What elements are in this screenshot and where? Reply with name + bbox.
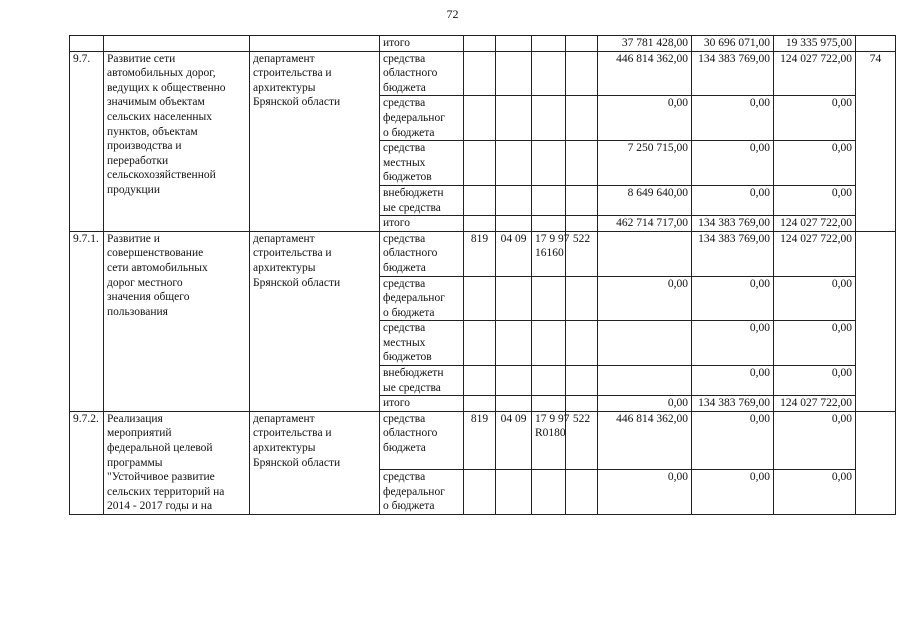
amount-cell: 0,00 [774,185,856,215]
grbs-code-cell [464,96,496,141]
section-name-line: сельскохозяйственной [107,169,216,182]
empty-cell [250,36,380,52]
funding-source-line: о бюджета [383,500,435,513]
funding-source-line: федеральног [383,485,445,498]
funding-source-cell [380,141,464,186]
funding-source-line: средства [383,412,426,425]
section-number-cell: 9.7.2. [70,411,104,514]
executor-line: строительства и [253,427,332,440]
funding-source-line: федеральног [383,292,445,305]
target-article-cell [532,366,566,396]
amount-cell: 124 027 722,00 [774,396,856,412]
funding-source-line: средства [383,142,426,155]
target-article-cell [532,185,566,215]
expense-type-cell: 522 [566,411,598,469]
table-body [70,36,896,515]
expense-type-cell [566,216,598,232]
amount-cell: 0,00 [692,321,774,366]
expense-type-cell [566,366,598,396]
target-article-line: 17 9 97 [535,412,570,425]
section-code-cell [496,185,532,215]
section-number-cell: 9.7.1. [70,231,104,411]
amount-cell: 124 027 722,00 [774,51,856,96]
funding-source-line: бюджета [383,261,426,274]
funding-source-cell: итого [380,36,464,52]
funding-source-line: областного [383,67,438,80]
expense-type-cell [566,96,598,141]
grbs-code-cell [464,216,496,232]
grbs-code-cell: 819 [464,411,496,469]
funding-source-line: бюджетов [383,171,432,184]
section-code-cell [496,321,532,366]
grbs-code-cell: 819 [464,231,496,276]
amount-cell: 0,00 [598,396,692,412]
section-code-cell [496,366,532,396]
executor-line: департамент [253,52,315,65]
grbs-code-cell [464,51,496,96]
section-number-cell: 9.7. [70,51,104,231]
section-name-line: Реализация [107,412,163,425]
amount-cell: 0,00 [598,96,692,141]
funding-source-cell [380,231,464,276]
amount-cell: 134 383 769,00 [692,51,774,96]
indicator-cell [856,411,896,514]
funding-source-line: внебюджетн [383,186,444,199]
amount-cell [598,321,692,366]
funding-source-line: о бюджета [383,126,435,139]
expense-type-cell [566,396,598,412]
section-name-line: федеральной целевой [107,442,213,455]
amount-cell: 0,00 [692,276,774,321]
section-name-line: мероприятий [107,427,172,440]
target-article-cell [532,141,566,186]
funding-source-line: внебюджетн [383,367,444,380]
page-number: 72 [446,7,459,21]
grbs-code-cell [464,185,496,215]
empty-cell [856,36,896,52]
funding-source-line: средства [383,52,426,65]
table-row [70,411,896,469]
target-article-cell [532,231,570,276]
executor-line: архитектуры [253,442,316,455]
amount-cell: 0,00 [692,141,774,186]
target-article-cell [532,51,566,96]
empty-cell [104,36,250,52]
target-article-cell [532,396,566,412]
amount-cell: 0,00 [774,96,856,141]
section-code-cell [496,470,532,515]
empty-cell [70,36,104,52]
executor-line: архитектуры [253,81,316,94]
funding-source-line: ые средства [383,381,441,394]
funding-source-cell [380,51,464,96]
amount-cell: 0,00 [598,276,692,321]
executor-line: департамент [253,412,315,425]
executor-line: архитектуры [253,261,316,274]
amount-cell [598,366,692,396]
target-article-cell [532,96,566,141]
table-row [70,36,896,52]
executor-line: строительства и [253,247,332,260]
grbs-code-cell [464,321,496,366]
section-code-cell: 04 09 [496,231,532,276]
empty-cell [566,36,598,52]
executor-cell [250,411,380,514]
section-name-line: значения общего [107,291,190,304]
section-code-cell [496,96,532,141]
amount-cell: 0,00 [692,411,774,469]
section-name-cell [104,411,250,514]
expense-type-cell [566,185,598,215]
funding-source-line: средства [383,232,426,245]
funding-source-line: федеральног [383,111,445,124]
amount-cell: 0,00 [774,321,856,366]
amount-cell: 0,00 [774,470,856,515]
empty-cell [464,36,496,52]
funding-source-line: бюджета [383,81,426,94]
target-article-cell [532,470,566,515]
expense-type-cell [566,51,598,96]
amount-cell: 124 027 722,00 [774,231,856,276]
amount-cell: 0,00 [774,141,856,186]
funding-source-cell [380,216,464,232]
section-code-cell: 04 09 [496,411,532,469]
amount-cell: 462 714 717,00 [598,216,692,232]
amount-cell: 0,00 [692,470,774,515]
expense-type-cell: 522 [566,231,598,276]
expense-type-cell [566,141,598,186]
funding-source-line: средства [383,97,426,110]
amount-cell: 30 696 071,00 [692,36,774,52]
amount-cell: 19 335 975,00 [774,36,856,52]
grbs-code-cell [464,396,496,412]
funding-source-line: бюджетов [383,351,432,364]
executor-line: департамент [253,232,315,245]
funding-source-line: областного [383,427,438,440]
section-code-cell [496,216,532,232]
amount-cell: 7 250 715,00 [598,141,692,186]
section-name-line: совершенствование [107,247,204,260]
amount-cell: 0,00 [774,366,856,396]
funding-source-line: итого [383,217,410,230]
table-row [70,51,896,96]
funding-source-cell [380,185,464,215]
grbs-code-cell [464,470,496,515]
amount-cell: 0,00 [692,96,774,141]
amount-cell: 37 781 428,00 [598,36,692,52]
amount-cell: 124 027 722,00 [774,216,856,232]
section-name-line: автомобильных дорог, [107,67,216,80]
expense-type-cell [566,470,598,515]
funding-source-cell [380,276,464,321]
amount-cell: 0,00 [774,411,856,469]
amount-cell: 0,00 [598,470,692,515]
section-name-line: переработки [107,154,169,167]
target-article-cell [532,216,566,232]
budget-table [69,35,896,515]
target-article-line: 16160 [535,247,564,260]
funding-source-cell [380,366,464,396]
funding-source-line: итого [383,397,410,410]
funding-source-cell [380,321,464,366]
amount-cell: 446 814 362,00 [598,411,692,469]
funding-source-line: ые средства [383,201,441,214]
amount-cell: 134 383 769,00 [692,396,774,412]
section-code-cell [496,396,532,412]
amount-cell: 446 814 362,00 [598,51,692,96]
section-name-line: пользования [107,305,168,318]
empty-cell [496,36,532,52]
executor-cell [250,51,380,231]
executor-line: строительства и [253,67,332,80]
funding-source-line: местных [383,336,426,349]
executor-line: Брянской области [253,96,341,109]
section-name-line: сельских населенных [107,110,213,123]
section-name-line: ведущих к общественно [107,81,226,94]
executor-line: Брянской области [253,276,341,289]
amount-cell: 0,00 [692,185,774,215]
amount-cell: 0,00 [774,276,856,321]
section-name-line: сельских территорий на [107,485,225,498]
amount-cell: 0,00 [692,366,774,396]
funding-source-line: местных [383,156,426,169]
section-name-line: продукции [107,183,160,196]
section-code-cell [496,51,532,96]
section-code-cell [496,276,532,321]
funding-source-cell [380,411,464,469]
funding-source-cell [380,96,464,141]
amount-cell: 134 383 769,00 [692,231,774,276]
section-name-cell [104,231,250,411]
section-name-line: производства и [107,140,182,153]
table-row [70,231,896,276]
section-code-cell [496,141,532,186]
target-article-line: R0180 [535,427,566,440]
funding-source-cell [380,470,464,515]
grbs-code-cell [464,141,496,186]
section-name-line: Развитие сети [107,52,176,65]
target-article-cell [532,411,570,469]
amount-cell [598,231,692,276]
target-article-line: 17 9 97 [535,232,570,245]
funding-source-line: о бюджета [383,306,435,319]
executor-cell [250,231,380,411]
funding-source-line: средства [383,322,426,335]
grbs-code-cell [464,276,496,321]
funding-source-line: областного [383,247,438,260]
expense-type-cell [566,276,598,321]
section-name-line: Развитие и [107,232,160,245]
section-name-line: сети автомобильных [107,261,208,274]
indicator-cell [856,231,896,411]
executor-line: Брянской области [253,456,341,469]
indicator-cell: 74 [856,51,896,231]
target-article-cell [532,321,566,366]
grbs-code-cell [464,366,496,396]
section-name-line: программы [107,456,163,469]
section-name-cell [104,51,250,231]
section-name-line: 2014 - 2017 годы и на [107,500,213,513]
section-name-line: пунктов, объектам [107,125,198,138]
funding-source-cell [380,396,464,412]
funding-source-line: бюджета [383,442,426,455]
funding-source-line: средства [383,277,426,290]
section-name-line: дорог местного [107,276,183,289]
target-article-cell [532,276,566,321]
section-name-line: "Устойчивое развитие [107,471,215,484]
empty-cell [532,36,566,52]
section-name-line: значимым объектам [107,96,205,109]
amount-cell: 8 649 640,00 [598,185,692,215]
funding-source-line: средства [383,471,426,484]
expense-type-cell [566,321,598,366]
amount-cell: 134 383 769,00 [692,216,774,232]
